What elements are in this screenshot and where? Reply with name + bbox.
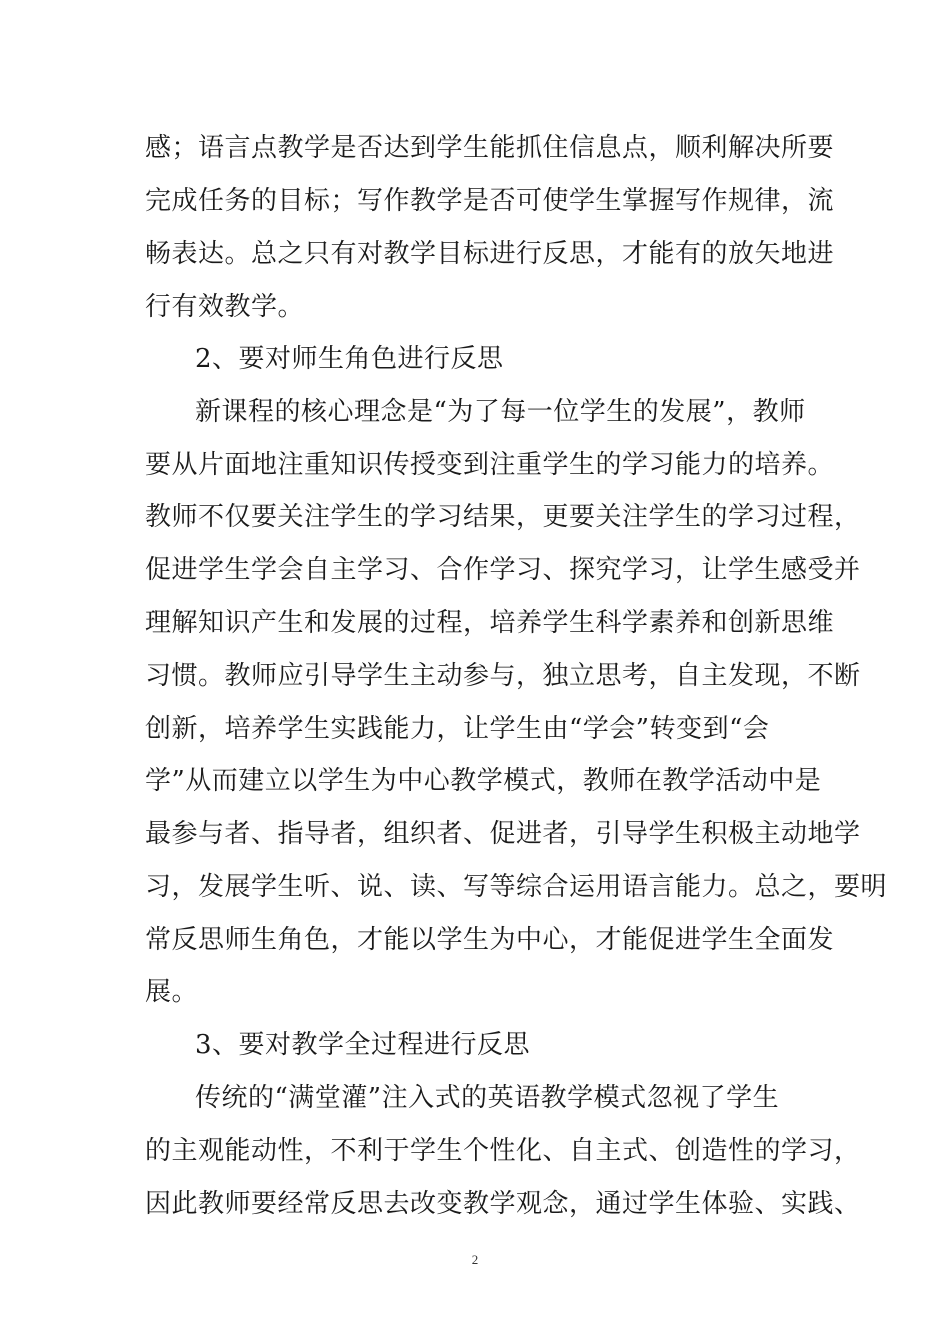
paragraph-1-line-2: 完成任务的目标；写作教学是否可使学生掌握写作规律，流 [145, 186, 835, 216]
section-heading-2: 2、要对师生角色进行反思 [195, 344, 504, 374]
paragraph-1-line-4: 行有效教学。 [145, 292, 305, 322]
paragraph-2-line-5: 理解知识产生和发展的过程，培养学生科学素养和创新思维 [145, 608, 835, 638]
paragraph-3-line-2: 的主观能动性，不利于学生个性化、自主式、创造性的学习， [145, 1136, 861, 1166]
paragraph-2-line-11: 常反思师生角色，才能以学生为中心，才能促进学生全面发 [145, 925, 835, 955]
paragraph-1-line-3: 畅表达。总之只有对教学目标进行反思，才能有的放矢地进 [145, 239, 835, 269]
paragraph-2-line-9: 最参与者、指导者，组织者、促进者，引导学生积极主动地学 [145, 819, 861, 849]
paragraph-2-line-12: 展。 [145, 977, 199, 1007]
paragraph-3-line-1: 传统的“满堂灌”注入式的英语教学模式忽视了学生 [195, 1083, 780, 1113]
paragraph-2-line-8: 学”从而建立以学生为中心教学模式，教师在教学活动中是 [145, 766, 822, 796]
paragraph-1-line-1: 感；语言点教学是否达到学生能抓住信息点，顺利解决所要 [145, 133, 835, 163]
paragraph-2-line-1: 新课程的核心理念是“为了每一位学生的发展”，教师 [195, 397, 806, 427]
paragraph-2-line-7: 创新，培养学生实践能力，让学生由“学会”转变到“会 [145, 714, 770, 744]
paragraph-2-line-4: 促进学生学会自主学习、合作学习、探究学习，让学生感受并 [145, 555, 861, 585]
section-heading-3: 3、要对教学全过程进行反思 [195, 1030, 531, 1060]
paragraph-3-line-3: 因此教师要经常反思去改变教学观念，通过学生体验、实践、 [145, 1189, 861, 1219]
paragraph-2-line-6: 习惯。教师应引导学生主动参与，独立思考，自主发现，不断 [145, 661, 861, 691]
paragraph-2-line-10: 习，发展学生听、说、读、写等综合运用语言能力。总之，要明 [145, 872, 888, 902]
paragraph-2-line-3: 教师不仅要关注学生的学习结果，更要关注学生的学习过程， [145, 502, 861, 532]
page-number: 2 [471, 1252, 479, 1267]
paragraph-2-line-2: 要从片面地注重知识传授变到注重学生的学习能力的培养。 [145, 450, 835, 480]
